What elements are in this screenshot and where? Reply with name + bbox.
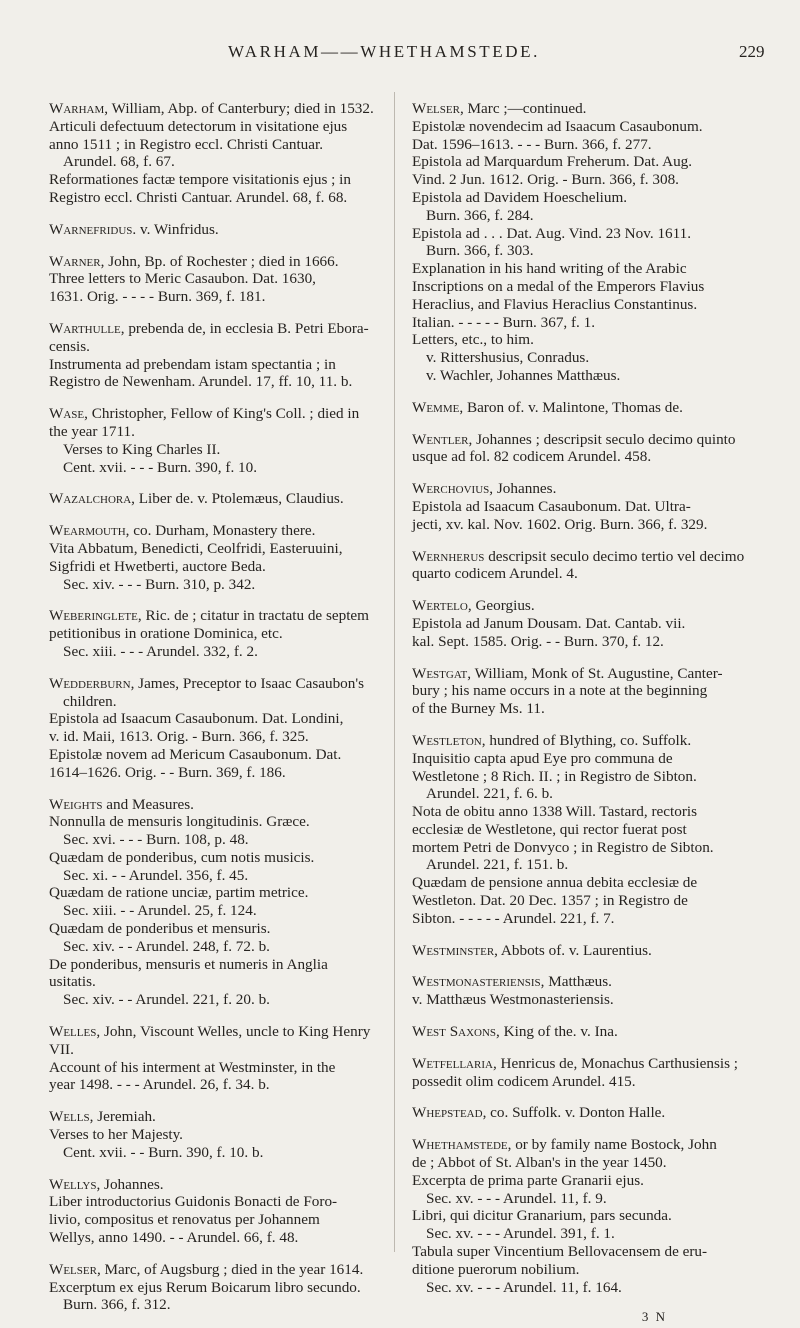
- entry-line: [49, 1279, 381, 1297]
- entry-heading-line: [49, 796, 381, 814]
- entry-text: 1614–1626. Orig. - - Burn. 369, f. 186.: [49, 763, 286, 781]
- entry-text: Verses to her Majesty.: [49, 1126, 183, 1144]
- headword: Westmonasteriensis: [412, 973, 541, 991]
- entry-line: [412, 615, 757, 633]
- entry-text: Sec. xv. - - - Arundel. 11, f. 164.: [426, 1278, 622, 1296]
- entry-text: , William, Monk of St. Augustine, Canter-: [467, 664, 723, 682]
- headword: Weberinglete: [49, 607, 138, 625]
- entry-heading-line: [49, 607, 381, 625]
- entry-line: [412, 278, 757, 296]
- index-entry: [412, 665, 757, 718]
- entry-line: [49, 693, 381, 711]
- entry-line: [49, 423, 381, 441]
- entry-text: quarto codicem Arundel. 4.: [412, 565, 578, 583]
- entry-line: [49, 576, 381, 594]
- entry-line: [412, 448, 757, 466]
- index-entry: [49, 1023, 381, 1094]
- headword: Westminster: [412, 941, 495, 959]
- entry-text: de ; Abbot of St. Alban's in the year 1450.: [412, 1154, 667, 1172]
- entry-heading-line: [412, 548, 757, 566]
- index-entry: [412, 1104, 757, 1122]
- entry-text: , Georgius.: [467, 597, 535, 615]
- entry-text: , King of the. v. Ina.: [496, 1023, 618, 1041]
- entry-line: [412, 225, 757, 243]
- entry-text: Westleton. Dat. 20 Dec. 1357 ; in Registro de: [412, 892, 688, 910]
- entry-line: [49, 373, 381, 391]
- headword: Warham: [49, 100, 105, 117]
- entry-heading-line: [49, 405, 381, 423]
- entry-line: [49, 991, 381, 1009]
- entry-text: , hundred of Blything, co. Suffolk.: [481, 731, 692, 749]
- entry-text: , Ric. de ; citatur in tractatu de septem: [137, 607, 369, 625]
- headword: Werchovius: [412, 480, 490, 498]
- entry-text: Explanation in his hand writing of the Arabic: [412, 260, 687, 278]
- entry-text: Quædam de ratione unciæ, partim metrice.: [49, 884, 309, 902]
- index-entry: [412, 431, 757, 467]
- entry-line: [49, 813, 381, 831]
- entry-text: Inscriptions on a medal of the Emperors Flavius: [412, 277, 705, 295]
- entry-heading-line: [412, 665, 757, 683]
- entry-line: [412, 153, 757, 171]
- page-number: 229: [739, 42, 765, 61]
- entry-line: [412, 633, 757, 651]
- entry-text: , Henricus de, Monachus Carthusiensis ;: [492, 1054, 739, 1072]
- entry-text: Arundel. 68, f. 67.: [63, 153, 175, 171]
- entry-text: Registro eccl. Christi Cantuar. Arundel. 68, f. 68.: [49, 188, 348, 206]
- entry-line: [412, 682, 757, 700]
- headword: Wazalchora: [49, 490, 132, 508]
- entry-line: [49, 728, 381, 746]
- entry-text: bury ; his name occurs in a note at the beginning: [412, 682, 708, 700]
- page-header: [0, 42, 800, 68]
- entry-line: [412, 498, 757, 516]
- entry-text: , prebenda de, in ecclesia B. Petri Ebora-: [120, 319, 369, 337]
- entry-line: [412, 260, 757, 278]
- entry-text: Vind. 2 Jun. 1612. Orig. - Burn. 366, f. 308.: [412, 171, 679, 189]
- signature-mark: 3 N: [641, 1309, 667, 1325]
- entry-text: of the Burney Ms. 11.: [412, 700, 545, 718]
- entry-text: Westletone ; 8 Rich. II. ; in Registro de Sibton.: [412, 767, 697, 785]
- entry-line: [412, 189, 757, 207]
- entry-line: [412, 839, 757, 857]
- entry-line: [49, 746, 381, 764]
- right-column: [412, 100, 757, 1326]
- entry-line: [49, 902, 381, 920]
- entry-heading-line: [412, 1023, 757, 1041]
- entry-line: [49, 153, 381, 171]
- entry-line: [49, 938, 381, 956]
- index-entry: [49, 675, 381, 782]
- entry-line: [412, 331, 757, 349]
- entry-line: [412, 803, 757, 821]
- headword: Welser: [49, 1260, 97, 1278]
- entry-line: [49, 441, 381, 459]
- entry-line: [412, 314, 757, 332]
- entry-text: Sec. xiv. - - Arundel. 248, f. 72. b.: [63, 937, 270, 955]
- entry-line: [49, 1193, 381, 1211]
- entry-text: , Christopher, Fellow of King's Coll. ; died in: [84, 405, 360, 423]
- entry-line: [412, 1243, 757, 1261]
- entry-heading-line: [49, 320, 381, 338]
- entry-text: ecclesiæ de Westletone, qui rector fuerat post: [412, 820, 687, 838]
- entry-text: Epistola ad Isaacum Casaubonum. Dat. Ultra-: [412, 497, 691, 515]
- index-entry: [412, 1055, 757, 1091]
- entry-line: [412, 1261, 757, 1279]
- column-divider: [394, 92, 395, 1252]
- entry-text: Inquisitio capta apud Eye pro communa de: [412, 749, 673, 767]
- entry-text: Nonnulla de mensuris longitudinis. Græce.: [49, 813, 310, 831]
- headword: Wertelo: [412, 597, 468, 615]
- entry-text: Verses to King Charles II.: [63, 440, 221, 458]
- index-entry: [49, 1176, 381, 1247]
- entry-line: [49, 1211, 381, 1229]
- entry-text: Epistola ad Davidem Hoeschelium.: [412, 188, 628, 206]
- entry-line: [412, 242, 757, 260]
- entry-line: [412, 1190, 757, 1208]
- entry-heading-line: [412, 597, 757, 615]
- index-entry: [49, 522, 381, 593]
- entry-text: , co. Durham, Monastery there.: [125, 522, 316, 540]
- entry-line: [49, 1126, 381, 1144]
- entry-line: [49, 1059, 381, 1077]
- entry-text: Epistola ad Janum Dousam. Dat. Cantab. vii.: [412, 614, 686, 632]
- headword: Warthulle: [49, 319, 121, 337]
- entry-text: v. Wachler, Johannes Matthæus.: [426, 366, 621, 384]
- entry-line: [49, 1229, 381, 1247]
- entry-line: [49, 288, 381, 306]
- entry-text: Instrumenta ad prebendam istam spectantia ; in: [49, 355, 336, 373]
- entry-text: livio, compositus et renovatus per Johannem: [49, 1211, 320, 1229]
- entry-text: , James, Preceptor to Isaac Casaubon's: [130, 674, 364, 692]
- entry-line: [412, 1279, 757, 1297]
- entry-heading-line: [412, 399, 757, 417]
- entry-line: [49, 270, 381, 288]
- headword: Weights: [49, 795, 103, 813]
- entry-text: Epistolæ novem ad Mericum Casaubonum. Dat.: [49, 745, 342, 763]
- entry-heading-line: [49, 1108, 381, 1126]
- entry-text: Heraclius, and Flavius Heraclius Constantinus.: [412, 295, 698, 313]
- entry-line: [49, 558, 381, 576]
- entry-line: [412, 296, 757, 314]
- entry-text: , Liber de. v. Ptolemæus, Claudius.: [131, 490, 344, 508]
- entry-text: Quædam de ponderibus, cum notis musicis.: [49, 848, 315, 866]
- entry-text: usitatis.: [49, 973, 96, 991]
- index-entry: [49, 320, 381, 391]
- entry-line: [49, 540, 381, 558]
- entry-text: Sec. xiv. - - Arundel. 221, f. 20. b.: [63, 991, 270, 1009]
- entry-heading-line: [412, 942, 757, 960]
- entry-text: Account of his interment at Westminster, in the: [49, 1058, 336, 1076]
- entry-heading-line: [412, 1136, 757, 1154]
- entry-line: [49, 831, 381, 849]
- entry-text: Letters, etc., to him.: [412, 331, 534, 349]
- headword: Wells: [49, 1108, 90, 1126]
- entry-line: [49, 338, 381, 356]
- headword: Welser: [412, 100, 460, 117]
- headword: Wearmouth: [49, 522, 126, 540]
- entry-text: , Marc, of Augsburg ; died in the year 1614.: [96, 1260, 364, 1278]
- index-entry: [412, 942, 757, 960]
- entry-line: [49, 189, 381, 207]
- entry-text: Quædam de pensione annua debita ecclesiæ de: [412, 874, 698, 892]
- entry-text: , or by family name Bostock, John: [507, 1136, 717, 1154]
- entry-line: [49, 849, 381, 867]
- headword: Wentler: [412, 430, 469, 448]
- entry-text: Burn. 366, f. 284.: [426, 206, 534, 224]
- index-entry: [49, 100, 381, 207]
- entry-text: , Jeremiah.: [89, 1108, 156, 1126]
- entry-line: [412, 700, 757, 718]
- entry-heading-line: [49, 100, 381, 118]
- entry-text: Arundel. 221, f. 151. b.: [426, 856, 569, 874]
- entry-text: Italian. - - - - - Burn. 367, f. 1.: [412, 313, 596, 331]
- headword: Wetfellaria: [412, 1054, 493, 1072]
- index-entry: [49, 253, 381, 306]
- headword: Welles: [49, 1023, 97, 1041]
- entry-text: Sec. xv. - - - Arundel. 391, f. 1.: [426, 1225, 615, 1243]
- entry-text: , Abbots of. v. Laurentius.: [494, 941, 652, 959]
- index-entry: [412, 480, 757, 533]
- headword: Wase: [49, 405, 85, 423]
- entry-text: and Measures.: [102, 795, 194, 813]
- entry-heading-line: [49, 1176, 381, 1194]
- entry-text: Sec. xi. - - Arundel. 356, f. 45.: [63, 866, 249, 884]
- entry-text: Vita Abbatum, Benedicti, Ceolfridi, Easteruuini,: [49, 539, 343, 557]
- entry-text: Sec. xiii. - - Arundel. 25, f. 124.: [63, 902, 257, 920]
- entry-line: [49, 171, 381, 189]
- entry-line: [412, 118, 757, 136]
- entry-line: [49, 973, 381, 991]
- entry-line: [412, 874, 757, 892]
- entry-line: [412, 1225, 757, 1243]
- entry-line: [412, 1207, 757, 1225]
- entry-text: kal. Sept. 1585. Orig. - - Burn. 370, f. 12.: [412, 632, 664, 650]
- index-entry: [49, 405, 381, 476]
- entry-text: Dat. 1596–1613. - - - Burn. 366, f. 277.: [412, 135, 652, 153]
- entry-text: Reformationes factæ tempore visitationis ejus ; in: [49, 171, 351, 189]
- headword: Wemme: [412, 398, 460, 416]
- entry-line: [412, 1073, 757, 1091]
- entry-text: , Johannes.: [489, 480, 557, 498]
- entry-text: possedit olim codicem Arundel. 415.: [412, 1072, 636, 1090]
- headword: West Saxons: [412, 1023, 497, 1041]
- headword: Westgat: [412, 664, 468, 682]
- entry-text: ditione puerorum nobilium.: [412, 1260, 580, 1278]
- entry-heading-line: [412, 480, 757, 498]
- index-entry: [412, 597, 757, 650]
- entry-text: year 1498. - - - Arundel. 26, f. 34. b.: [49, 1076, 270, 1094]
- entry-heading-line: [49, 1261, 381, 1279]
- entry-line: [49, 884, 381, 902]
- entry-text: Libri, qui dicitur Granarium, pars secunda.: [412, 1207, 672, 1225]
- entry-line: [412, 892, 757, 910]
- entry-text: mortem Petri de Donvyco ; in Registro de Sibton.: [412, 838, 714, 856]
- entry-line: [412, 991, 757, 1009]
- entry-heading-line: [49, 221, 381, 239]
- entry-text: Cent. xvii. - - Burn. 390, f. 10. b.: [63, 1143, 264, 1161]
- index-entry: [412, 1023, 757, 1041]
- entry-text: Arundel. 221, f. 6. b.: [426, 785, 553, 803]
- entry-line: [412, 785, 757, 803]
- entry-text: Burn. 366, f. 312.: [63, 1296, 171, 1314]
- entry-heading-line: [412, 732, 757, 750]
- entry-text: Epistola ad . . . Dat. Aug. Vind. 23 Nov. 1611.: [412, 224, 692, 242]
- entry-line: [49, 459, 381, 477]
- headword: Wedderburn: [49, 674, 131, 692]
- index-entry: [49, 796, 381, 1010]
- headword: Whethamstede: [412, 1136, 508, 1154]
- entry-heading-line: [49, 253, 381, 271]
- entry-text: . v. Winfridus.: [132, 220, 219, 238]
- entry-heading-line: [49, 490, 381, 508]
- entry-line: [412, 1154, 757, 1172]
- entry-text: , co. Suffolk. v. Donton Halle.: [482, 1104, 666, 1122]
- index-entry: [412, 100, 757, 385]
- left-column: [49, 100, 381, 1328]
- entry-text: Liber introductorius Guidonis Bonacti de Foro-: [49, 1193, 338, 1211]
- entry-text: Sec. xiv. - - - Burn. 310, p. 342.: [63, 575, 256, 593]
- entry-text: descripsit seculo decimo tertio vel decimo: [484, 547, 745, 565]
- entry-heading-line: [412, 1104, 757, 1122]
- entry-text: Cent. xvii. - - - Burn. 390, f. 10.: [63, 458, 258, 476]
- entry-text: Sec. xiii. - - - Arundel. 332, f. 2.: [63, 642, 258, 660]
- entry-text: censis.: [49, 337, 90, 355]
- index-entry: [49, 607, 381, 660]
- entry-text: , Matthæus.: [540, 973, 612, 991]
- entry-text: Wellys, anno 1490. - - Arundel. 66, f. 48.: [49, 1229, 299, 1247]
- entry-text: Excerpta de prima parte Granarii ejus.: [412, 1171, 644, 1189]
- entry-text: v. id. Maii, 1613. Orig. - Burn. 366, f. 325.: [49, 728, 309, 746]
- headword: Whepstead: [412, 1104, 483, 1122]
- entry-line: [49, 356, 381, 374]
- index-entry: [49, 221, 381, 239]
- entry-line: [49, 710, 381, 728]
- entry-text: usque ad fol. 82 codicem Arundel. 458.: [412, 448, 652, 466]
- entry-text: VII.: [49, 1040, 74, 1058]
- index-entry: [412, 732, 757, 928]
- entry-line: [412, 367, 757, 385]
- entry-text: Tabula super Vincentium Bellovacensem de eru-: [412, 1243, 708, 1261]
- entry-line: [412, 136, 757, 154]
- entry-text: Epistolæ novendecim ad Isaacum Casaubonum.: [412, 117, 703, 135]
- headword: Warner: [49, 252, 101, 270]
- index-entry: [412, 973, 757, 1009]
- entry-heading-line: [49, 675, 381, 693]
- entry-text: the year 1711.: [49, 422, 135, 440]
- entry-line: [412, 1172, 757, 1190]
- index-entry: [49, 1261, 381, 1314]
- entry-line: [412, 516, 757, 534]
- entry-line: [412, 207, 757, 225]
- entry-line: [412, 171, 757, 189]
- entry-line: [412, 910, 757, 928]
- entry-text: 1631. Orig. - - - - Burn. 369, f. 181.: [49, 288, 266, 306]
- entry-text: Excerptum ex ejus Rerum Boicarum libro secundo.: [49, 1278, 361, 1296]
- entry-line: [49, 1296, 381, 1314]
- entry-heading-line: [412, 973, 757, 991]
- entry-text: Nota de obitu anno 1338 Will. Tastard, rectoris: [412, 803, 698, 821]
- headword: Wernherus: [412, 547, 485, 565]
- headword: Warnefridus: [49, 220, 133, 238]
- entry-line: [412, 349, 757, 367]
- entry-line: [49, 956, 381, 974]
- entry-line: [49, 1041, 381, 1059]
- entry-text: De ponderibus, mensuris et numeris in Anglia: [49, 955, 328, 973]
- entry-text: Epistola ad Isaacum Casaubonum. Dat. Londini,: [49, 710, 344, 728]
- entry-line: [49, 867, 381, 885]
- entry-text: v. Rittershusius, Conradus.: [426, 349, 590, 367]
- entry-line: [49, 118, 381, 136]
- entry-text: jecti, xv. kal. Nov. 1602. Orig. Burn. 366, f. 329.: [412, 515, 708, 533]
- index-entry: [412, 1136, 757, 1296]
- entry-line: [49, 1076, 381, 1094]
- entry-text: Epistola ad Marquardum Freherum. Dat. Aug.: [412, 153, 693, 171]
- entry-heading-line: [412, 100, 757, 118]
- entry-line: [49, 1144, 381, 1162]
- entry-text: , Baron of. v. Malintone, Thomas de.: [459, 398, 683, 416]
- entry-text: petitionibus in oratione Dominica, etc.: [49, 625, 283, 643]
- entry-text: Registro de Newenham. Arundel. 17, ff. 10, 11. b.: [49, 373, 353, 391]
- entry-text: Quædam de ponderibus et mensuris.: [49, 920, 271, 938]
- entry-text: Sibton. - - - - - Arundel. 221, f. 7.: [412, 909, 615, 927]
- entry-line: [412, 856, 757, 874]
- entry-line: [49, 764, 381, 782]
- entry-heading-line: [49, 522, 381, 540]
- entry-text: Articuli defectuum detectorum in visitatione ejus: [49, 117, 348, 135]
- entry-text: , Johannes.: [96, 1175, 164, 1193]
- entry-heading-line: [49, 1023, 381, 1041]
- entry-heading-line: [412, 431, 757, 449]
- entry-text: , William, Abp. of Canterbury; died in 1532.: [104, 100, 374, 117]
- entry-text: Sec. xv. - - - Arundel. 11, f. 9.: [426, 1189, 607, 1207]
- index-entry: [412, 399, 757, 417]
- entry-line: [412, 821, 757, 839]
- headword: Wellys: [49, 1175, 97, 1193]
- headword: Westleton: [412, 731, 482, 749]
- entry-text: , John, Bp. of Rochester ; died in 1666.: [100, 252, 339, 270]
- entry-heading-line: [412, 1055, 757, 1073]
- entry-text: Three letters to Meric Casaubon. Dat. 1630,: [49, 270, 316, 288]
- index-entry: [49, 490, 381, 508]
- entry-text: Sigfridi et Hwetberti, auctore Beda.: [49, 557, 266, 575]
- entry-text: v. Matthæus Westmonasteriensis.: [412, 991, 614, 1009]
- entry-text: , John, Viscount Welles, uncle to King Henry: [96, 1023, 371, 1041]
- entry-text: Sec. xvi. - - - Burn. 108, p. 48.: [63, 831, 249, 849]
- entry-line: [412, 750, 757, 768]
- entry-line: [412, 768, 757, 786]
- entry-text: , Marc ;—continued.: [459, 100, 587, 117]
- entry-text: , Johannes ; descripsit seculo decimo quinto: [468, 430, 736, 448]
- entry-line: [49, 920, 381, 938]
- entry-line: [49, 625, 381, 643]
- entry-text: anno 1511 ; in Registro eccl. Christi Cantuar.: [49, 135, 324, 153]
- entry-text: children.: [63, 692, 117, 710]
- entry-line: [49, 136, 381, 154]
- entry-text: Burn. 366, f. 303.: [426, 242, 534, 260]
- index-entry: [49, 1108, 381, 1161]
- entry-line: [49, 643, 381, 661]
- running-head: WARHAM——WHETHAMSTEDE.: [228, 42, 540, 61]
- index-entry: [412, 548, 757, 584]
- entry-line: [412, 565, 757, 583]
